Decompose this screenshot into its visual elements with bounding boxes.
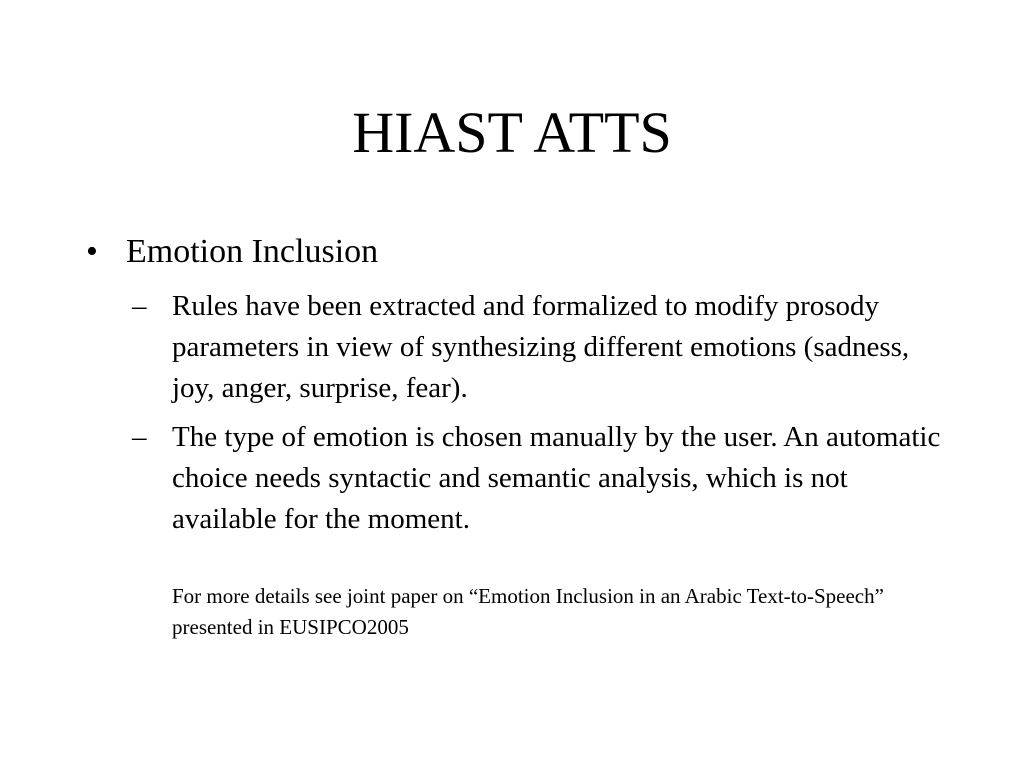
bullet-text: Emotion Inclusion (126, 233, 379, 270)
sub-bullet-text: The type of emotion is chosen manually by the user. An automatic choice needs syntactic and semantic analysis, which is not available for the moment. (172, 421, 941, 535)
sub-bullet-rules (132, 286, 952, 409)
sub-bullet-emotion-type (132, 417, 952, 540)
sub-bullet-marker: – (132, 290, 147, 322)
sub-bullet-marker: – (132, 421, 147, 453)
bullet-marker: • (86, 233, 98, 270)
sub-bullet-text: Rules have been extracted and formalized to modify prosody parameters in view of synthesizing different emotions (sadness, joy, anger, surprise, fear). (172, 290, 910, 404)
slide-title: HIAST ATTS (352, 100, 672, 165)
reference-note: For more details see joint paper on “Emotion Inclusion in an Arabic Text-to-Speech” presented in EUSIPCO2005 (172, 584, 884, 639)
